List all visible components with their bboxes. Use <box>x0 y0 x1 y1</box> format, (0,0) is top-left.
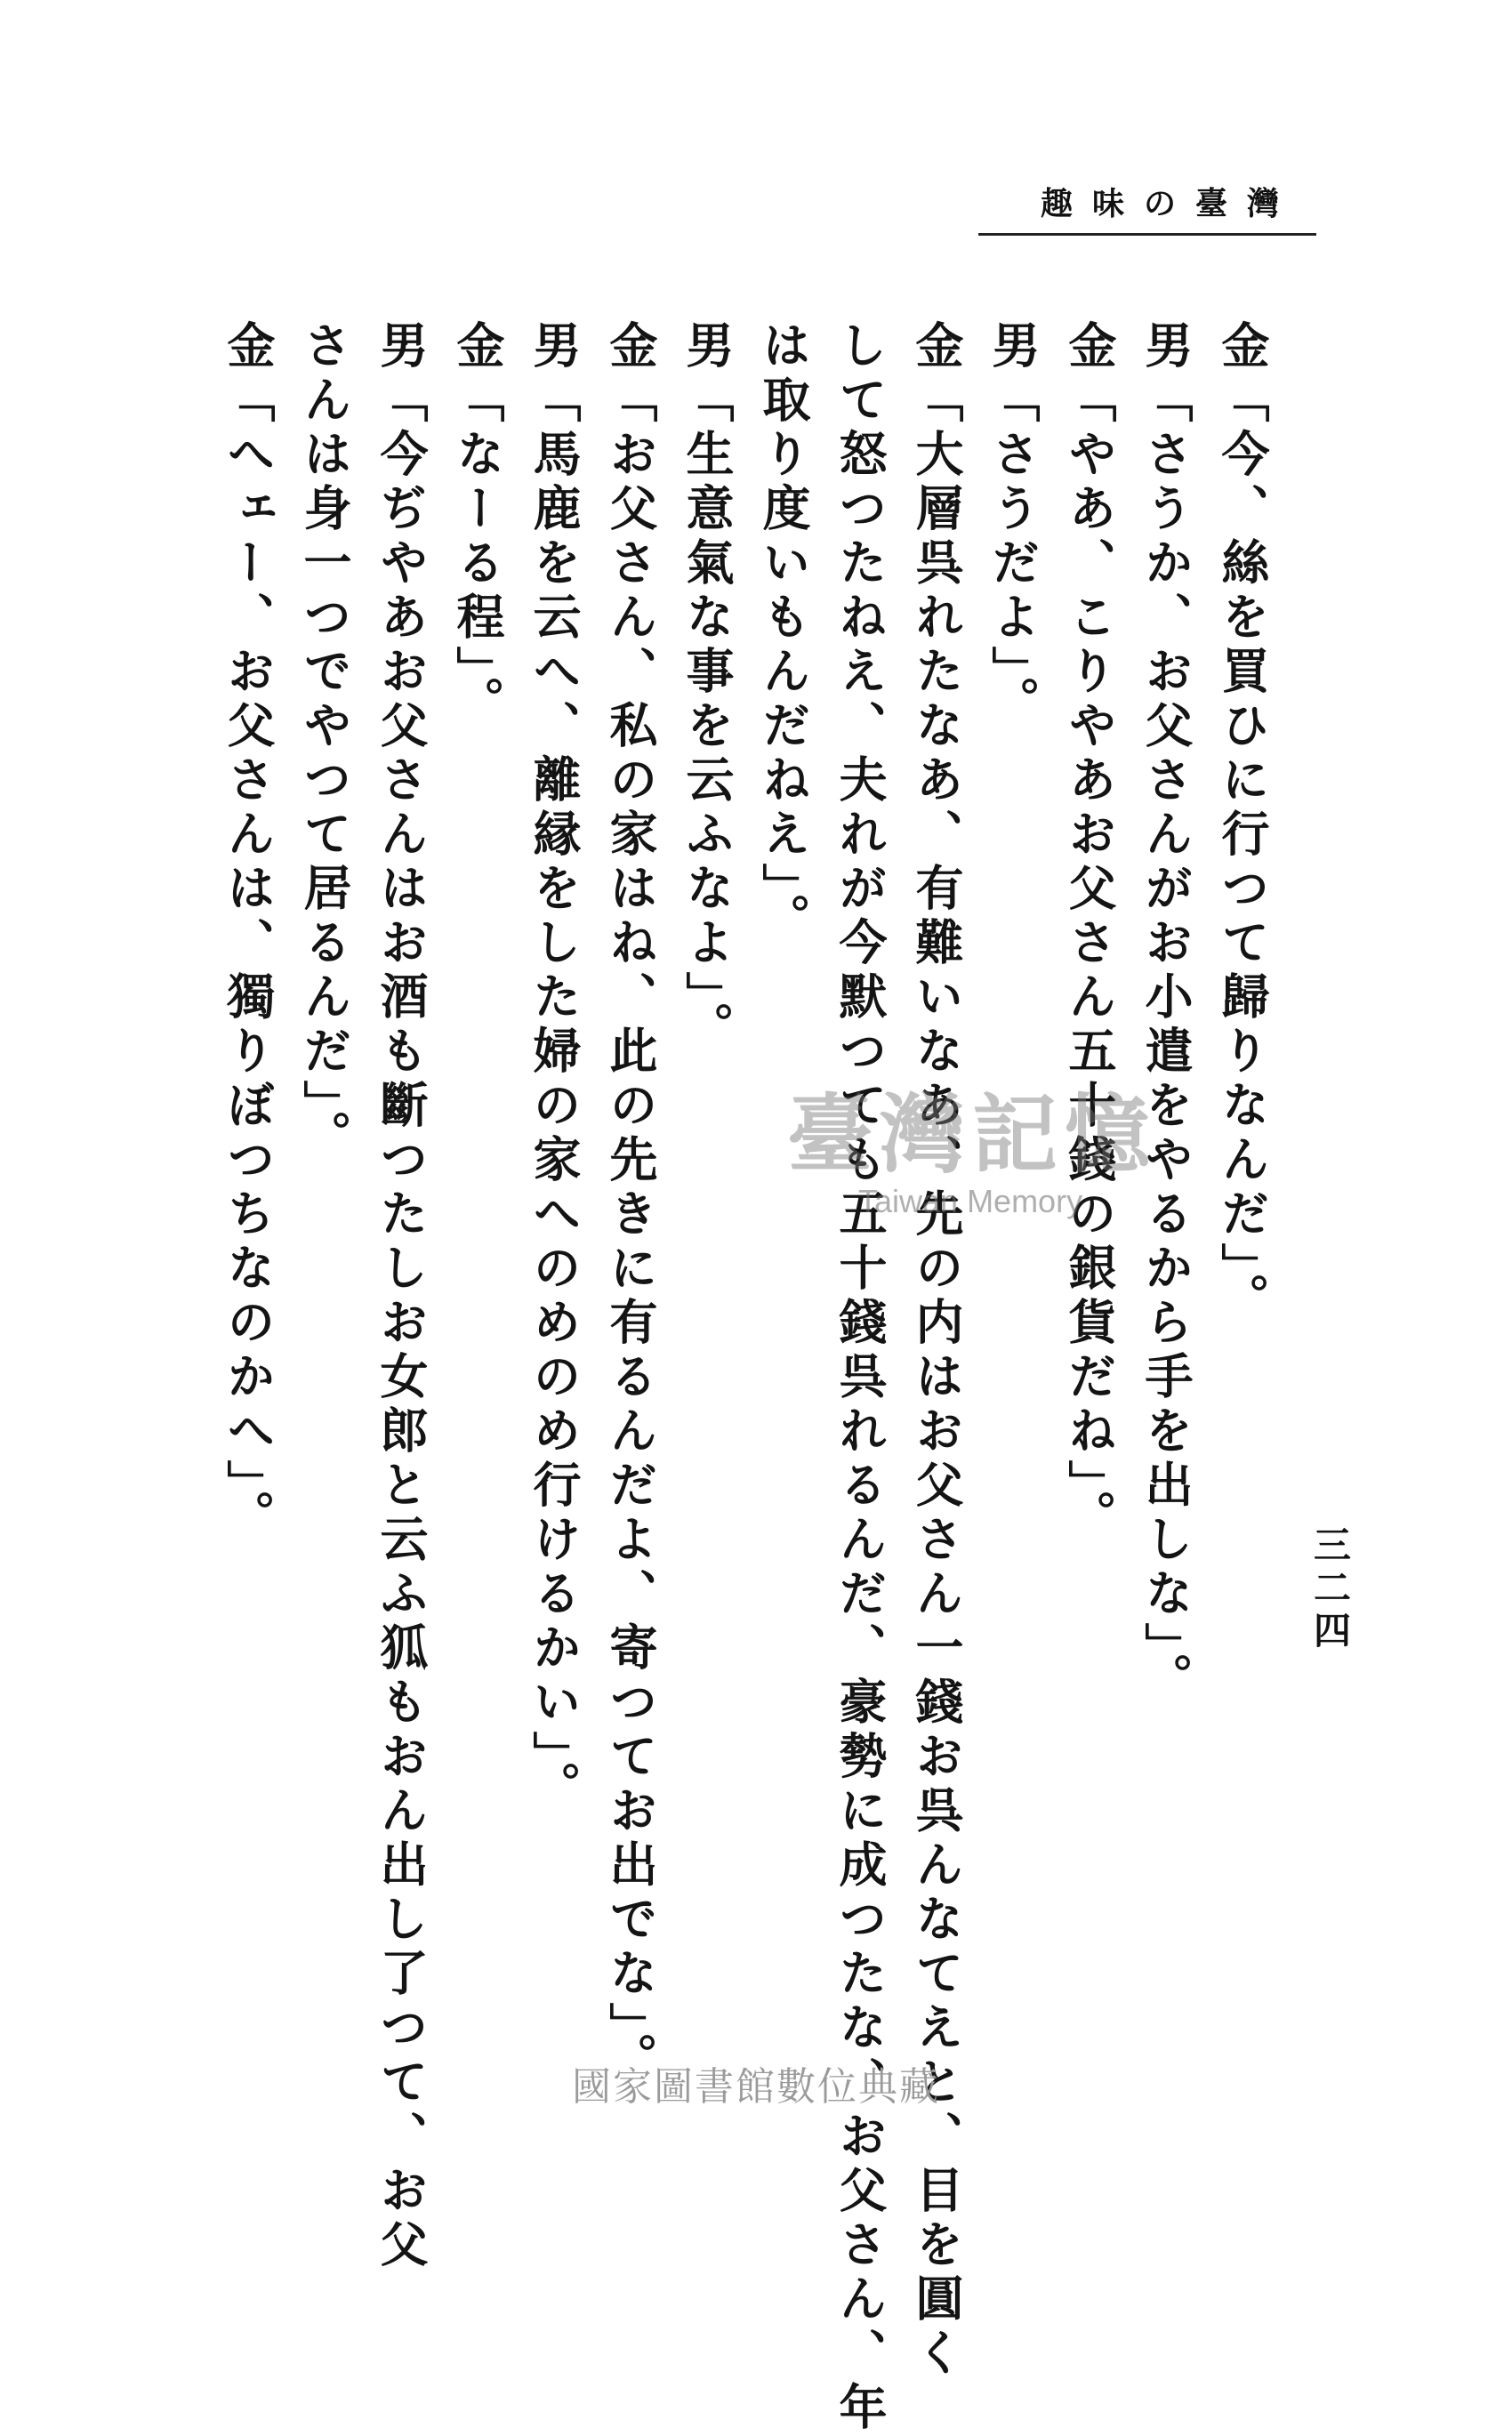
text-line: 男「馬鹿を云へ、離縁をした婦の家へのめのめ行けるかい」。 <box>526 320 583 1815</box>
text-line: 男「さうだよ」。 <box>985 320 1042 730</box>
text-line: 金「へェー、お父さんは、獨りぼつちなのかへ」。 <box>220 320 277 1544</box>
text-line: 金「お父さん、私の家はね、此の先きに有るんだよ、寄つてお出でな」。 <box>602 320 659 2086</box>
text-line: して怒つたねえ、夫れが今默つても五十錢呉れるんだ、豪勢に成つたな、お父さん、年 <box>832 320 889 2436</box>
text-line: さんは身一つでやつて居るんだ」。 <box>296 320 353 1164</box>
text-line: は取り度いもんだねえ」。 <box>755 320 812 947</box>
header-rule <box>978 233 1316 236</box>
footer-credit: 國家圖書館數位典藏 <box>572 2064 940 2110</box>
text-line: 金「やあ、こりやあお父さん五十錢の銀貨だね」。 <box>1061 320 1118 1544</box>
running-header-title: 趣味の臺灣 <box>1040 184 1299 222</box>
text-line: 金「大層呉れたなあ、有難いなあ、先の内はお父さん一錢お呉んなてえと、目を圓く <box>908 320 965 2382</box>
text-line: 金「今、絲を買ひに行つて歸りなんだ」。 <box>1214 320 1271 1327</box>
text-line: 男「生意氣な事を云ふなよ」。 <box>679 320 736 1056</box>
text-line: 男「今ぢやあお父さんはお酒も斷つたしお女郎と云ふ狐もおん出し了つて、お父 <box>373 320 430 2273</box>
watermark-subtitle: Taiwan Memory <box>858 1183 1083 1219</box>
text-line: 金「なーる程」。 <box>449 320 506 730</box>
watermark-logo-text: 臺灣記憶 <box>787 1084 1157 1185</box>
page-number: 三二四 <box>1308 1525 1352 1653</box>
text-line: 男「さうか、お父さんがお小遣をやるから手を出しな」。 <box>1138 320 1194 1707</box>
